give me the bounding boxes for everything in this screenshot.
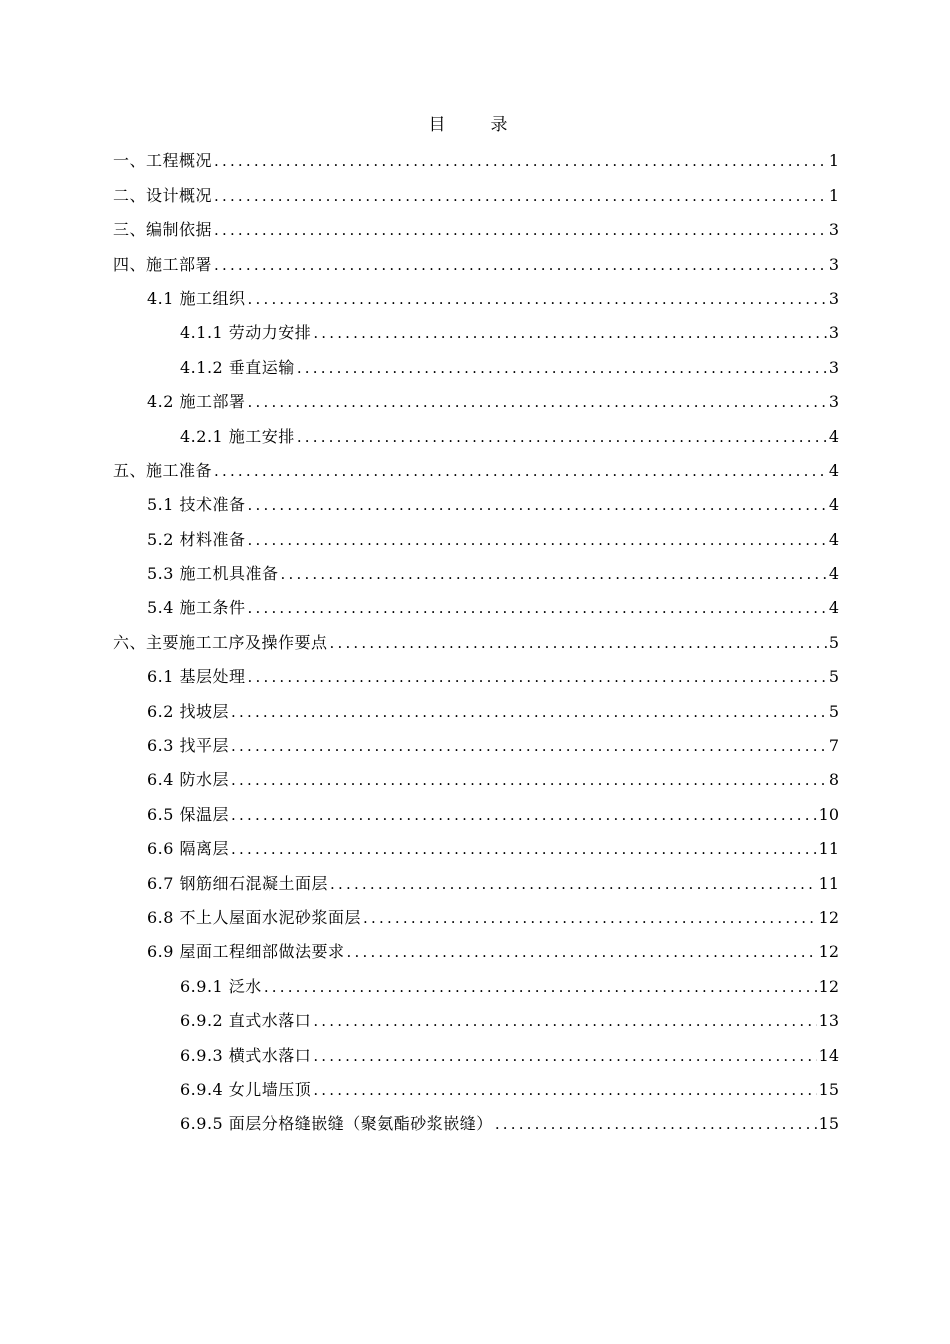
toc-page-number: 3 [828,323,839,343]
toc-page-number: 4 [828,460,839,480]
toc-page-number: 5 [828,701,839,721]
toc-page-number: 3 [828,392,839,412]
toc-entry-label: 5.4 施工条件 [147,598,246,618]
toc-dot-leader [214,459,827,483]
toc-entry[interactable] [113,689,839,723]
toc-dot-leader [313,321,827,345]
toc-page-number: 3 [828,220,839,240]
toc-entry[interactable] [113,483,839,517]
toc-dot-leader [297,425,827,449]
toc-page-number: 12 [818,976,839,996]
toc-entry-label: 4.2 施工部署 [147,392,246,412]
toc-entry-label: 6.9.4 女儿墙压顶 [180,1079,312,1099]
toc-dot-leader [495,1112,817,1136]
toc-entry-label: 5.1 技术准备 [147,495,246,515]
toc-page-number: 5 [828,667,839,687]
toc-dot-leader [248,596,827,620]
toc-page-number: 3 [828,288,839,308]
toc-dot-leader [248,528,827,552]
toc-page-number: 3 [828,357,839,377]
toc-entry[interactable] [113,1068,839,1102]
toc-entry[interactable] [113,930,839,964]
toc-entry-label: 6.9.2 直式水落口 [180,1011,312,1031]
toc-entry[interactable] [113,896,839,930]
toc-entry-label: 6.8 不上人屋面水泥砂浆面层 [147,907,362,927]
toc-entry[interactable] [113,964,839,998]
toc-dot-leader [231,768,827,792]
toc-entry-label: 4.1 施工组织 [147,288,246,308]
toc-entry[interactable] [113,449,839,483]
toc-entry[interactable] [113,724,839,758]
toc-entry[interactable] [113,139,839,173]
toc-entry[interactable] [113,1033,839,1067]
toc-entry-label: 4.1.2 垂直运输 [180,357,295,377]
toc-entry[interactable] [113,655,839,689]
toc-page-number: 11 [818,839,839,859]
toc-entry[interactable] [113,758,839,792]
toc-entry-label: 五、施工准备 [113,460,213,480]
toc-entry[interactable] [113,827,839,861]
toc-page-number: 12 [818,942,839,962]
toc-dot-leader [330,872,817,896]
toc-entry[interactable] [113,414,839,448]
toc-entry-label: 6.9 屋面工程细部做法要求 [147,942,345,962]
toc-entry-label: 6.4 防水层 [147,770,230,790]
toc-page-number: 4 [828,564,839,584]
toc-entry-label: 4.2.1 施工安排 [180,426,295,446]
toc-entry[interactable] [113,792,839,826]
toc-entry-label: 6.6 隔离层 [147,839,230,859]
toc-entry-label: 6.7 钢筋细石混凝土面层 [147,873,329,893]
toc-entry-label: 6.9.3 横式水落口 [180,1045,312,1065]
toc-dot-leader [248,665,827,689]
toc-entry[interactable] [113,242,839,276]
toc-entry-label: 5.3 施工机具准备 [147,564,279,584]
toc-dot-leader [313,1044,816,1068]
toc-entry-label: 6.9.5 面层分格缝嵌缝（聚氨酯砂浆嵌缝） [180,1114,493,1134]
toc-dot-leader [248,287,827,311]
toc-entry-label: 4.1.1 劳动力安排 [180,323,312,343]
toc-dot-leader [214,184,827,208]
toc-dot-leader [313,1009,816,1033]
toc-entry-label: 二、设计概况 [113,185,213,205]
toc-entry[interactable] [113,552,839,586]
toc-page-number: 3 [828,254,839,274]
toc-dot-leader [264,975,817,999]
toc-page-number: 1 [828,185,839,205]
table-of-contents [113,139,839,1136]
toc-entry[interactable] [113,517,839,551]
toc-page-number: 8 [828,770,839,790]
toc-entry[interactable] [113,208,839,242]
toc-entry-label: 5.2 材料准备 [147,529,246,549]
toc-entry-label: 六、主要施工工序及操作要点 [113,632,328,652]
toc-dot-leader [297,356,827,380]
toc-dot-leader [248,390,827,414]
toc-page-number: 12 [818,907,839,927]
toc-page-number: 14 [818,1045,839,1065]
toc-page-number: 15 [818,1114,839,1134]
toc-page-number: 4 [828,426,839,446]
toc-entry[interactable] [113,345,839,379]
toc-entry-label: 6.1 基层处理 [147,667,246,687]
toc-dot-leader [214,253,827,277]
toc-entry[interactable] [113,620,839,654]
toc-dot-leader [330,631,827,655]
toc-entry[interactable] [113,311,839,345]
toc-page-number: 1 [828,151,839,171]
toc-page-number: 11 [818,873,839,893]
toc-dot-leader [231,837,817,861]
toc-entry[interactable] [113,380,839,414]
toc-title: 目 录 [428,115,522,135]
toc-entry[interactable] [113,586,839,620]
toc-page-number: 7 [828,736,839,756]
toc-entry-label: 三、编制依据 [113,220,213,240]
toc-dot-leader [347,940,817,964]
toc-entry[interactable] [113,1102,839,1136]
toc-dot-leader [231,803,817,827]
toc-page-number: 13 [818,1011,839,1031]
toc-entry[interactable] [113,999,839,1033]
toc-dot-leader [248,493,827,517]
toc-page-number: 4 [828,495,839,515]
toc-entry[interactable] [113,861,839,895]
toc-page-number: 4 [828,529,839,549]
toc-dot-leader [363,906,817,930]
toc-entry-label: 一、工程概况 [113,151,213,171]
toc-entry-label: 6.5 保温层 [147,804,230,824]
toc-entry[interactable] [113,277,839,311]
toc-page-number: 15 [818,1079,839,1099]
toc-dot-leader [231,734,827,758]
toc-entry-label: 6.2 找坡层 [147,701,230,721]
toc-dot-leader [313,1078,816,1102]
toc-page-number: 4 [828,598,839,618]
toc-page-number: 5 [828,632,839,652]
toc-dot-leader [281,562,827,586]
toc-dot-leader [214,149,827,173]
toc-dot-leader [214,218,827,242]
toc-page-number: 10 [818,804,839,824]
toc-entry-label: 四、施工部署 [113,254,213,274]
toc-entry-label: 6.9.1 泛水 [180,976,262,996]
toc-entry-label: 6.3 找平层 [147,736,230,756]
toc-entry[interactable] [113,173,839,207]
toc-dot-leader [231,700,827,724]
